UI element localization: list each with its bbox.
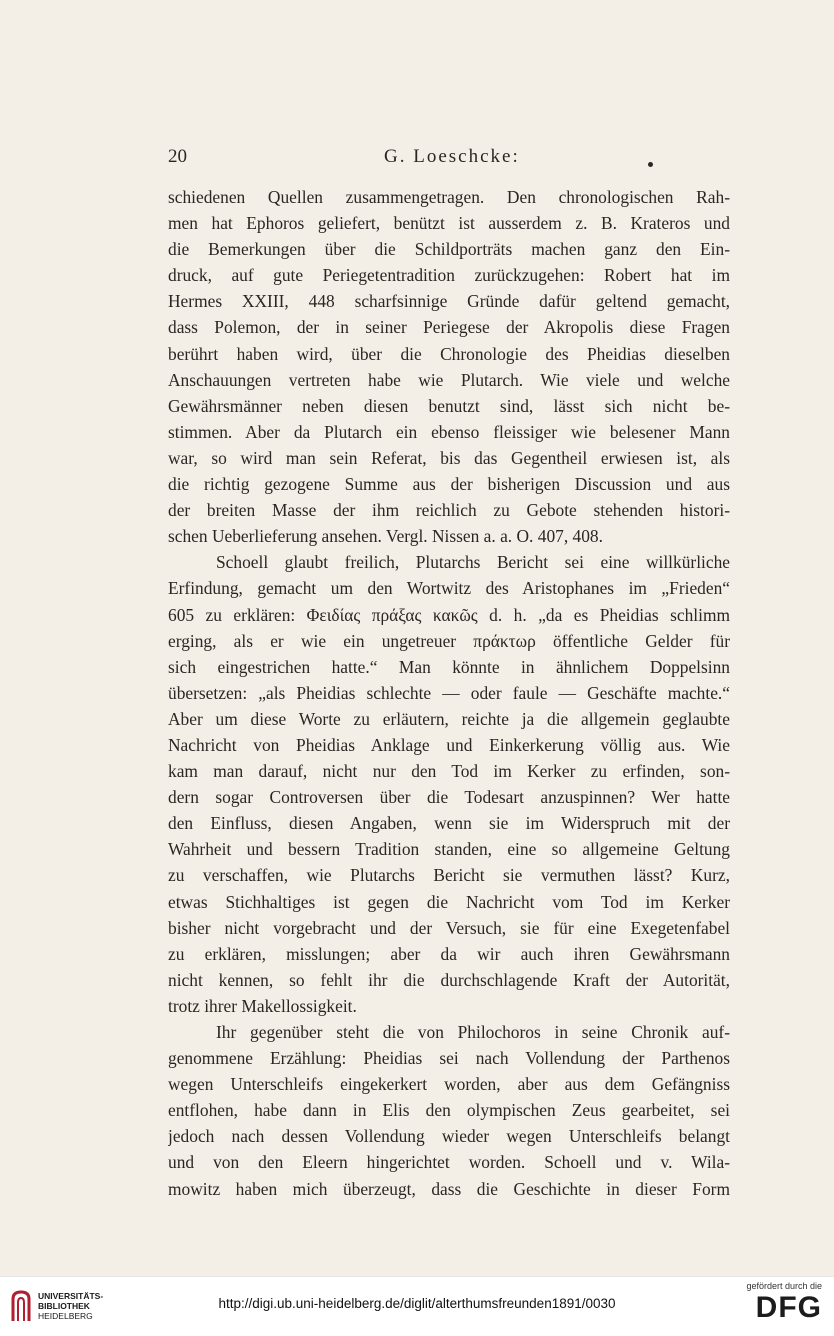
text-line: dern sogar Controversen über die Todesart anzuspinnen? Wer hatte bbox=[168, 787, 730, 808]
text-line: genommene Erzählung: Pheidias sei nach Vollendung der Parthenos bbox=[168, 1048, 730, 1069]
text-line: etwas Stichhaltiges ist gegen die Nachricht vom Tod im Kerker bbox=[168, 891, 730, 912]
viewer-footer bbox=[0, 1276, 834, 1336]
text-line: Anschauungen vertreten habe wie Plutarch. Wie viele und welche bbox=[168, 369, 730, 390]
text-line: wegen Unterschleifs eingekerkert worden, aber aus dem Gefängniss bbox=[168, 1074, 730, 1095]
text-line: jedoch nach dessen Vollendung wieder wegen Unterschleifs belangt bbox=[168, 1126, 730, 1147]
sponsor-caption: gefördert durch die bbox=[746, 1281, 822, 1291]
library-line-1: UNIVERSITÄTS- bbox=[38, 1291, 104, 1301]
text-line: men hat Ephoros geliefert, benützt ist ausserdem z. B. Krateros und bbox=[168, 213, 730, 234]
text-line: die Bemerkungen über die Schildporträts machen ganz den Ein- bbox=[168, 239, 730, 260]
running-head: G. Loeschcke: bbox=[384, 146, 520, 167]
permalink-url[interactable]: http://digi.ub.uni-heidelberg.de/diglit/alterthumsfreunden1891/0030 bbox=[218, 1296, 616, 1311]
text-line: Hermes XXIII, 448 scharfsinnige Gründe dafür geltend gemacht, bbox=[168, 291, 730, 312]
text-line: Wahrheit und bessern Tradition standen, eine so allgemeine Geltung bbox=[168, 839, 730, 860]
dfg-sponsor[interactable] bbox=[730, 1281, 822, 1331]
dfg-logo: DFG bbox=[755, 1291, 822, 1324]
text-line: 605 zu erklären: Φειδίας πράξας κακῶς d. h. „da es Pheidias schlimm bbox=[168, 604, 730, 625]
text-line: trotz ihrer Makellossigkeit. bbox=[168, 995, 357, 1016]
text-line: kam man darauf, nicht nur den Tod im Kerker zu erfinden, son- bbox=[168, 761, 730, 782]
text-line: bisher nicht vorgebracht und der Versuch, sie für eine Exegetenfabel bbox=[168, 917, 730, 938]
page-header bbox=[168, 146, 730, 172]
text-line: der breiten Masse der ihm reichlich zu Gebote stehenden histori- bbox=[168, 500, 730, 521]
text-line: schiedenen Quellen zusammengetragen. Den chronologischen Rah- bbox=[168, 187, 730, 207]
text-line: zu verschaffen, wie Plutarchs Bericht sie vermuthen lässt? Kurz, bbox=[168, 865, 730, 886]
body-text bbox=[168, 184, 730, 1202]
text-line: Aber um diese Worte zu erläutern, reichte ja die allgemein geglaubte bbox=[168, 708, 730, 729]
text-line: schen Ueberlieferung ansehen. Vergl. Nissen a. a. O. 407, 408. bbox=[168, 526, 603, 547]
text-line: berührt haben wird, über die Chronologie des Pheidias dieselben bbox=[168, 343, 730, 364]
text-line: zu erklären, misslungen; aber da wir auch ihren Gewährsmann bbox=[168, 943, 730, 964]
text-line: Schoell glaubt freilich, Plutarchs Bericht sei eine willkürliche bbox=[216, 552, 730, 573]
text-line: entflohen, habe dann in Elis den olympischen Zeus gearbeitet, sei bbox=[168, 1100, 730, 1121]
text-line: übersetzen: „als Pheidias schlechte — oder faule — Geschäfte machte.“ bbox=[168, 682, 730, 703]
library-line-2: BIBLIOTHEK bbox=[38, 1301, 90, 1311]
text-line: war, so wird man sein Referat, bis das Gegentheil erwiesen ist, als bbox=[168, 447, 730, 468]
text-line: Nachricht von Pheidias Anklage und Einkerkerung völlig aus. Wie bbox=[168, 734, 730, 755]
text-line: druck, auf gute Periegetentradition zurückzugehen: Robert hat im bbox=[168, 265, 730, 286]
page-number: 20 bbox=[168, 146, 187, 167]
text-line: erging, als er wie ein ungetreuer πράκτωρ öffentliche Gelder für bbox=[168, 630, 730, 651]
margin-dot bbox=[648, 162, 653, 167]
text-line: sich eingestrichen hatte.“ Man könnte in ähnlichem Doppelsinn bbox=[168, 656, 730, 677]
text-line: Erfindung, gemacht um den Wortwitz des Aristophanes im „Frieden“ bbox=[168, 578, 730, 599]
text-line: den Einfluss, diesen Angaben, wenn sie im Widerspruch mit der bbox=[168, 813, 730, 834]
text-line: die richtig gezogene Summe aus der bisherigen Discussion und aus bbox=[168, 474, 730, 495]
text-line: Gewährsmänner neben diesen benutzt sind, lässt sich nicht be- bbox=[168, 395, 730, 416]
text-line: nicht kennen, so fehlt ihr die durchschlagende Kraft der Autorität, bbox=[168, 969, 730, 990]
text-line: Ihr gegenüber steht die von Philochoros in seine Chronik auf- bbox=[216, 1022, 730, 1042]
text-line: dass Polemon, der in seiner Periegese der Akropolis diese Fragen bbox=[168, 317, 730, 338]
library-line-3: HEIDELBERG bbox=[38, 1311, 93, 1321]
text-line: und von den Eleern hingerichtet worden. Schoell und v. Wila- bbox=[168, 1152, 730, 1173]
text-line: stimmen. Aber da Plutarch ein ebenso fleissiger wie belesener Mann bbox=[168, 421, 730, 442]
text-line: mowitz haben mich überzeugt, dass die Geschichte in dieser Form bbox=[168, 1178, 730, 1199]
